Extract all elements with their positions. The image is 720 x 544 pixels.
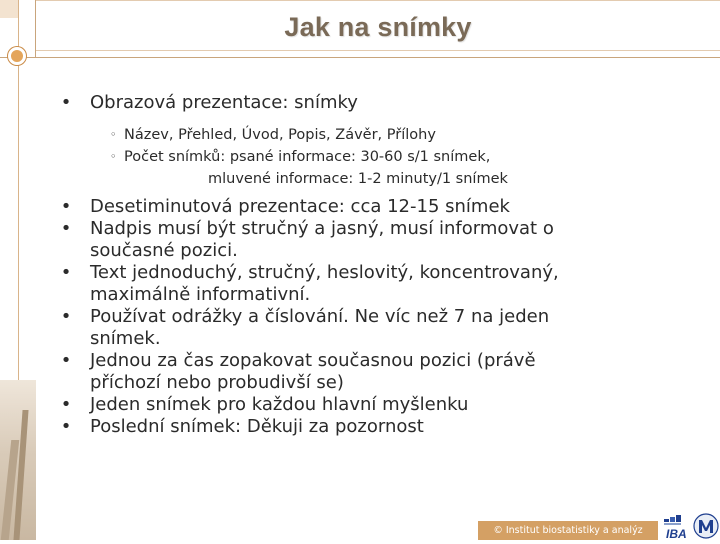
bullet-text: Používat odrážky a číslování. Ne víc než 7 na jeden: [90, 306, 550, 327]
sub-bullet-continuation: mluvené informace: 1-2 minuty/1 snímek: [208, 171, 508, 187]
top-frame-line: [36, 0, 720, 1]
bullet-text-line2: snímek.: [90, 328, 161, 349]
bullet-item: [58, 350, 678, 394]
bullet-marker: •: [60, 196, 72, 217]
bullet-text: Nadpis musí být stručný a jasný, musí informovat o: [90, 218, 554, 239]
bullet-marker: •: [60, 416, 72, 437]
bullet-marker: •: [60, 262, 72, 283]
bullet-marker: •: [60, 350, 72, 371]
bullet-marker: •: [60, 92, 72, 113]
bullet-item: [58, 196, 678, 218]
sub-bullet-item: [58, 146, 678, 168]
sub-bullet-text: Název, Přehled, Úvod, Popis, Závěr, Přílohy: [124, 127, 436, 143]
bullet-item: [58, 92, 678, 114]
iba-logo: [662, 513, 720, 540]
bullet-text: Text jednoduchý, stručný, heslovitý, koncentrovaný,: [90, 262, 559, 283]
photo-detail: [13, 410, 28, 540]
bullet-item: [58, 262, 678, 306]
title-underline: [36, 50, 720, 51]
iba-logo-icon: [662, 513, 720, 540]
corner-decoration: [0, 0, 18, 18]
sub-bullet-marker: ◦: [110, 128, 117, 141]
bullet-item: [58, 306, 678, 350]
bullet-marker: •: [60, 394, 72, 415]
sub-bullet-item: [58, 124, 678, 146]
ring-ornament: [8, 47, 26, 65]
bullet-text-line2: příchozí nebo probudivší se): [90, 372, 344, 393]
bullet-item: [58, 394, 678, 416]
bullet-text: Obrazová prezentace: snímky: [90, 92, 358, 113]
footer-copyright: © Institut biostatistiky a analýz: [478, 521, 658, 540]
slide-content: [58, 92, 678, 438]
bullet-text-line2: současné pozici.: [90, 240, 238, 261]
bullet-item: [58, 218, 678, 262]
logo-text: IBA: [666, 527, 687, 540]
bullet-text-line2: maximálně informativní.: [90, 284, 311, 305]
slide-title: Jak na snímky: [284, 12, 472, 42]
bullet-marker: •: [60, 218, 72, 239]
bullet-text: Jednou za čas zopakovat současnou pozici (právě: [90, 350, 536, 371]
sub-bullet-text: Počet snímků: psané informace: 30-60 s/1 snímek,: [124, 149, 491, 165]
sub-bullet-marker: ◦: [110, 150, 117, 163]
bullet-text: Desetiminutová prezentace: cca 12-15 snímek: [90, 196, 510, 217]
header-divider: [0, 57, 720, 58]
bullet-text: Jeden snímek pro každou hlavní myšlenku: [90, 394, 469, 415]
bullet-item: [58, 416, 678, 438]
bullet-text: Poslední snímek: Děkuji za pozornost: [90, 416, 424, 437]
decorative-photo-strip: [0, 380, 36, 540]
bullet-marker: •: [60, 306, 72, 327]
